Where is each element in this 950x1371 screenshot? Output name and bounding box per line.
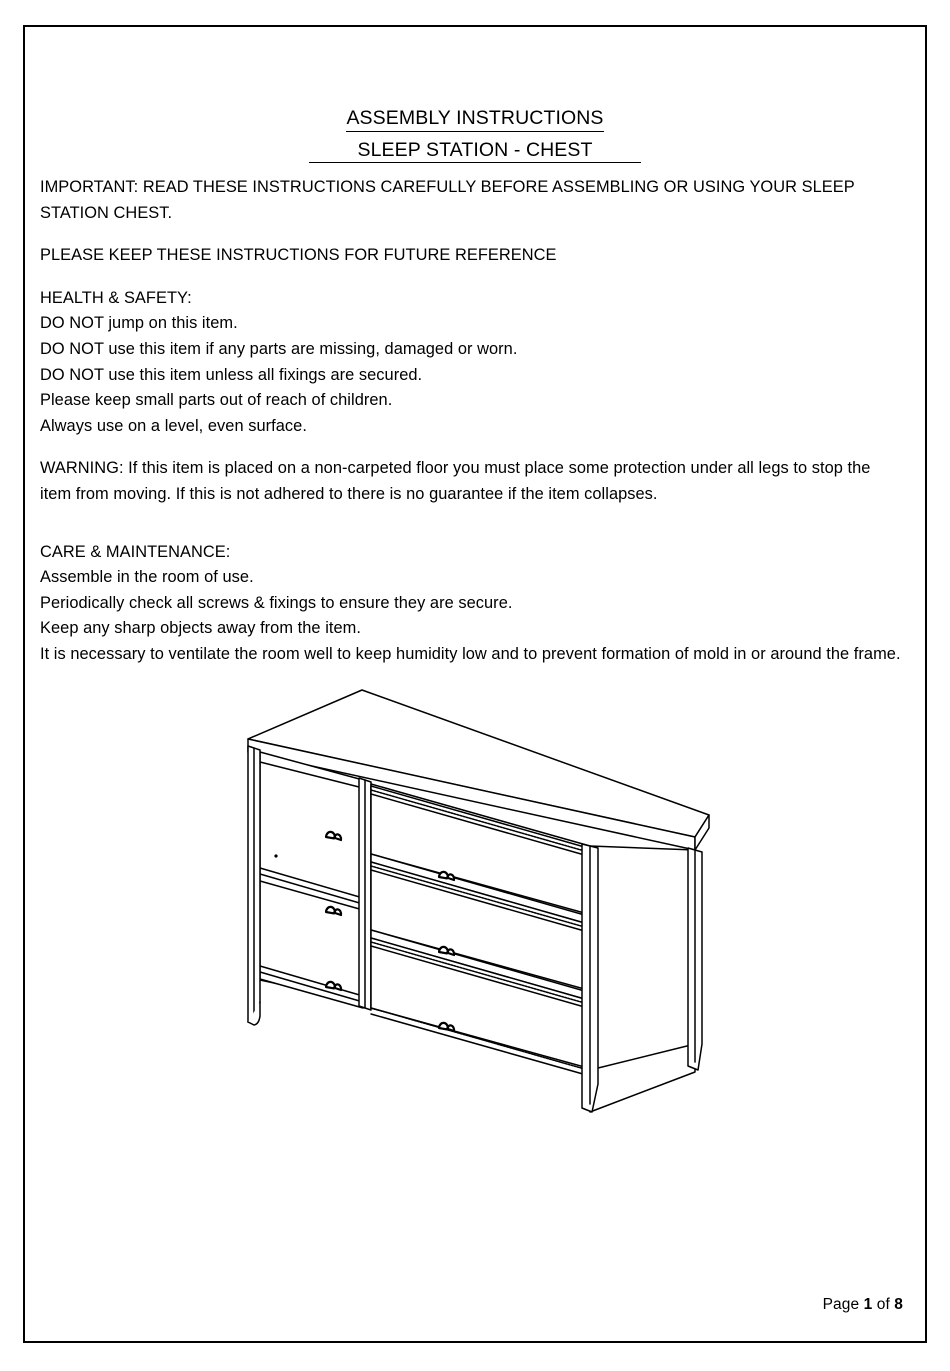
document-page bbox=[23, 25, 927, 1343]
care-maintenance-item: Assemble in the room of use. bbox=[40, 568, 254, 587]
chest-of-drawers-illustration bbox=[230, 672, 740, 1142]
keep-instructions-paragraph: PLEASE KEEP THESE INSTRUCTIONS FOR FUTURE REFERENCE bbox=[40, 246, 557, 265]
spacer bbox=[40, 226, 906, 243]
health-safety-item: DO NOT use this item unless all fixings are secured. bbox=[40, 365, 423, 384]
spacer bbox=[40, 269, 906, 286]
footer-total-pages: 8 bbox=[894, 1296, 903, 1313]
footer-middle: of bbox=[872, 1296, 895, 1313]
health-safety-item: DO NOT use this item if any parts are missing, damaged or worn. bbox=[40, 339, 518, 358]
health-safety-item: Please keep small parts out of reach of children. bbox=[40, 391, 393, 410]
page-content bbox=[25, 27, 925, 1341]
page-title-line-1: ASSEMBLY INSTRUCTIONS bbox=[346, 109, 603, 132]
care-maintenance-heading: CARE & MAINTENANCE: bbox=[40, 542, 231, 561]
footer-current-page: 1 bbox=[863, 1296, 873, 1313]
care-maintenance-item: Keep any sharp objects away from the item. bbox=[40, 619, 361, 638]
document-body bbox=[40, 175, 906, 668]
important-paragraph: IMPORTANT: READ THESE INSTRUCTIONS CAREFULLY BEFORE ASSEMBLING OR USING YOUR SLEEP STATION CHEST. bbox=[40, 178, 855, 222]
care-maintenance-item: Periodically check all screws & fixings to ensure they are secure. bbox=[40, 593, 513, 612]
health-safety-item: DO NOT jump on this item. bbox=[40, 314, 238, 333]
footer-prefix: Page bbox=[822, 1296, 864, 1313]
health-safety-heading: HEALTH & SAFETY: bbox=[40, 288, 192, 307]
chest-of-drawers-drawing bbox=[230, 672, 740, 1142]
care-maintenance-item: It is necessary to ventilate the room well to keep humidity low and to prevent formation of mold in or around the frame. bbox=[40, 644, 901, 663]
warning-paragraph: WARNING: If this item is placed on a non-carpeted floor you must place some protection under all legs to stop the item from moving. If this is not adhered to there is no guarantee if the item collapses. bbox=[40, 459, 871, 503]
shelf-peg-hole bbox=[274, 854, 277, 857]
page-title-line-2: SLEEP STATION - CHEST bbox=[309, 141, 640, 164]
document-title-block bbox=[25, 27, 925, 163]
page-title-line-2-wrap bbox=[25, 138, 925, 164]
spacer bbox=[40, 508, 906, 540]
care-maintenance-section bbox=[40, 540, 906, 668]
health-safety-item: Always use on a level, even surface. bbox=[40, 416, 307, 435]
health-safety-section bbox=[40, 286, 906, 440]
spacer bbox=[40, 439, 906, 456]
page-footer bbox=[823, 1296, 903, 1314]
right-side-panel bbox=[590, 846, 695, 1112]
